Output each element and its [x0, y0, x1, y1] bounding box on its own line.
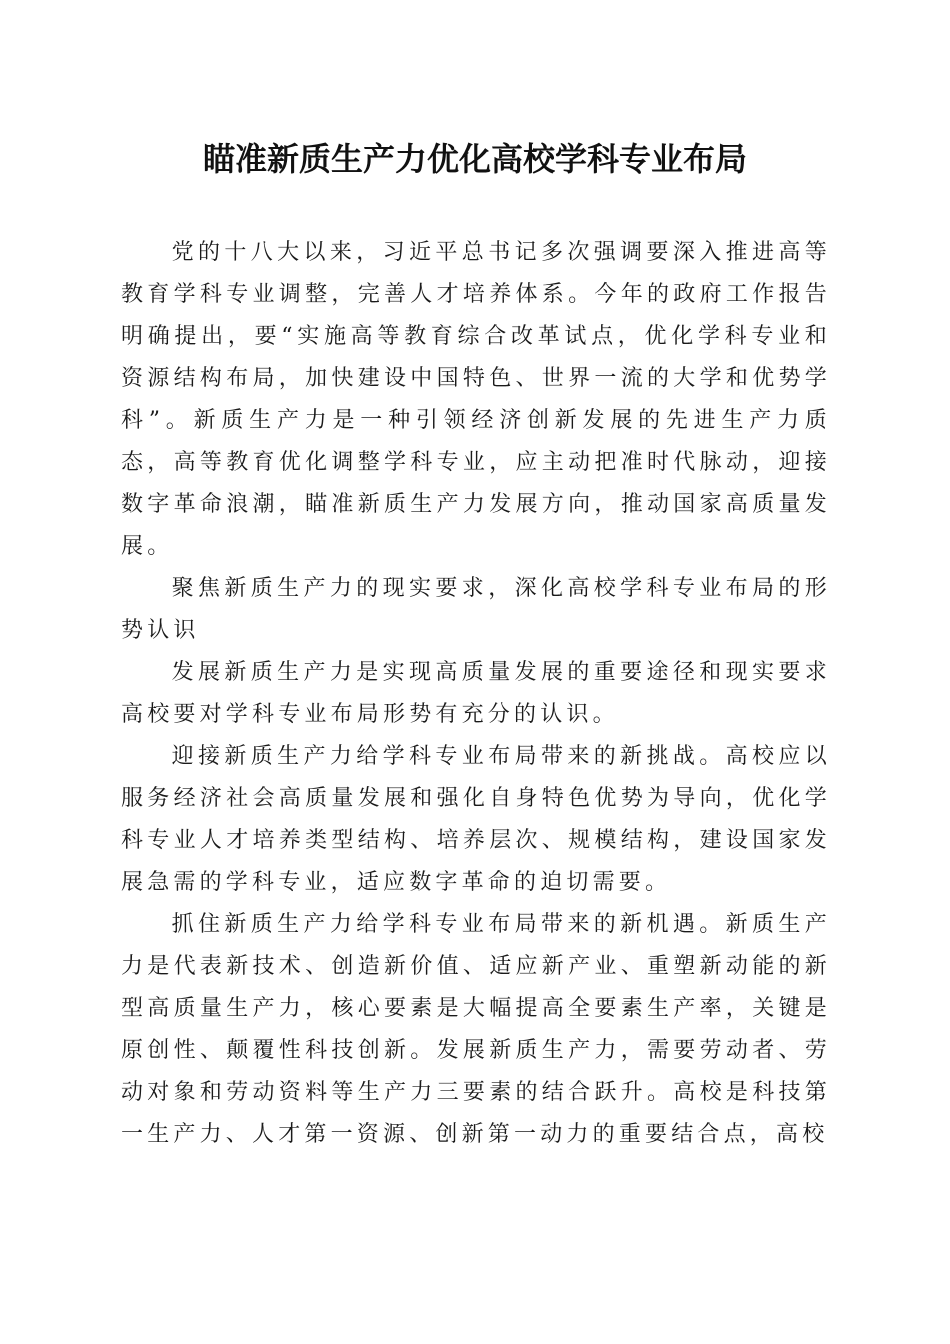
paragraph-section-heading: 聚焦新质生产力的现实要求，深化高校学科专业布局的形势认识 [121, 576, 831, 643]
paragraph-opportunity: 抓住新质生产力给学科专业布局带来的新机遇。新质生产力是代表新技术、创造新价值、适应新产业、重塑新动能的新型高质量生产力，核心要素是大幅提高全要素生产率，关键是原创性、颠覆性科技创新。发展新质生产力，需要劳动者、劳动对象和劳动资料等生产力三要素的结合跃升。高校是科技第一生产力、人才第一资源、创新第一动力的重要结合点，高校 [121, 912, 831, 1147]
paragraph-challenge: 迎接新质生产力给学科专业布局带来的新挑战。高校应以服务经济社会高质量发展和强化自身特色优势为导向，优化学科专业人才培养类型结构、培养层次、规模结构，建设国家发展急需的学科专业，适应数字革命的迫切需要。 [121, 744, 831, 895]
paragraph-intro: 党的十八大以来，习近平总书记多次强调要深入推进高等教育学科专业调整，完善人才培养体系。今年的政府工作报告明确提出，要“实施高等教育综合改革试点，优化学科专业和资源结构布局，加快建设中国特色、世界一流的大学和优势学科”。新质生产力是一种引领经济创新发展的先进生产力质态，高等教育优化调整学科专业，应主动把准时代脉动，迎接数字革命浪潮，瞄准新质生产力发展方向，推动国家高质量发展。 [121, 240, 831, 559]
paragraph-requirement: 发展新质生产力是实现高质量发展的重要途径和现实要求高校要对学科专业布局形势有充分的认识。 [121, 660, 831, 727]
document-title: 瞄准新质生产力优化高校学科专业布局 [202, 140, 747, 178]
document-body [121, 232, 831, 1156]
